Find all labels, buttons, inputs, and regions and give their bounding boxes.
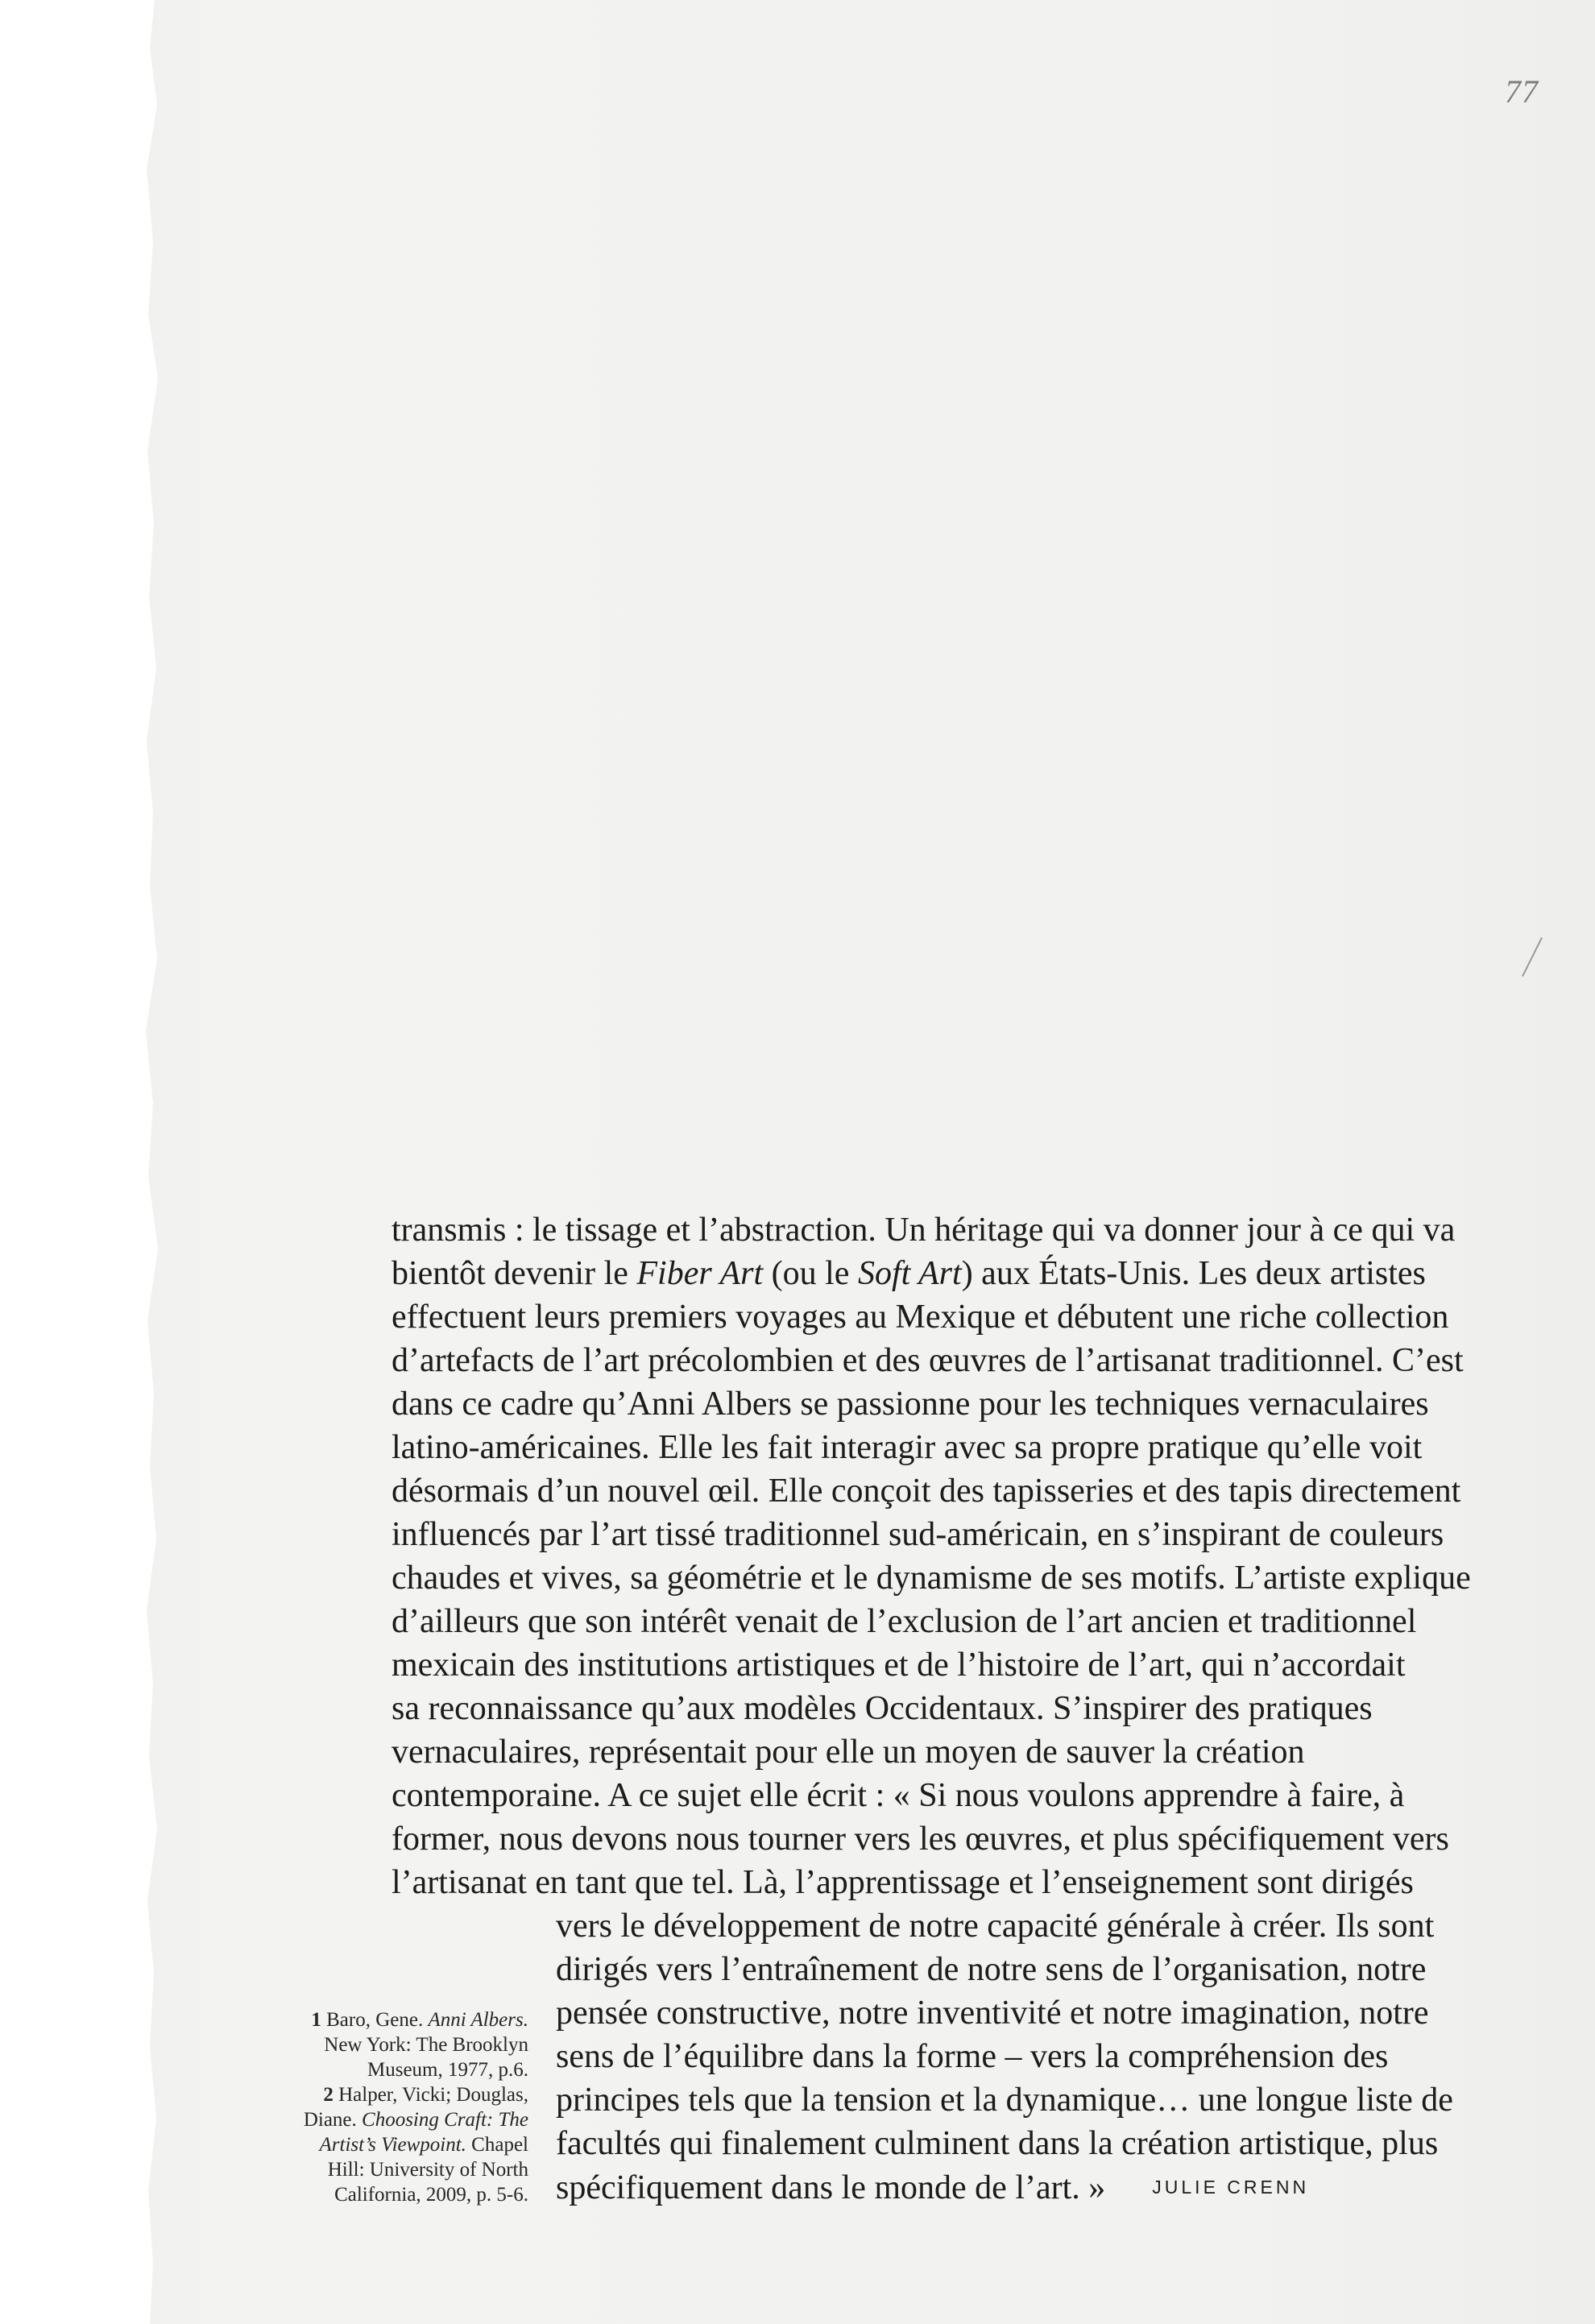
body-line: effectuent leurs premiers voyages au Mexique et débutent une riche collection (392, 1299, 1449, 1336)
footnote-line: Museum, 1977, p.6. (367, 2059, 528, 2081)
footnote-line (242, 2082, 528, 2107)
italic-title: Choosing Craft: The (362, 2109, 528, 2131)
body-line: d’ailleurs que son intérêt venait de l’exclusion de l’art ancien et traditionnel (392, 1603, 1417, 1640)
deckle-edge (0, 0, 165, 2324)
body-line: influencés par l’art tissé traditionnel sud-américain, en s’inspirant de couleurs (392, 1516, 1444, 1553)
body-line: pensée constructive, notre inventivité et notre imagination, notre (556, 1995, 1429, 2032)
italic-term: Fiber Art (636, 1255, 764, 1292)
body-line: désormais d’un nouvel œil. Elle conçoit des tapisseries et des tapis directement (392, 1473, 1461, 1510)
text-span: bientôt devenir le (392, 1255, 637, 1292)
footnote-line (242, 2132, 528, 2157)
text-span: (ou le (763, 1255, 858, 1292)
body-line: l’artisanat en tant que tel. Là, l’apprentissage et l’enseignement sont dirigés (392, 1864, 1414, 1901)
author-signature: JULIE CRENN (1152, 2177, 1310, 2198)
scan-background-edge (0, 0, 158, 2324)
body-line: vernaculaires, représentait pour elle un moyen de sauver la création (392, 1734, 1305, 1771)
text-span: spécifiquement dans le monde de l’art. » (556, 2169, 1106, 2206)
paper-mark (1514, 934, 1547, 983)
text-span: Baro, Gene. (321, 2009, 429, 2031)
footnote-line: New York: The Brooklyn (324, 2034, 528, 2056)
footnote-line: Hill: University of North (327, 2159, 528, 2181)
body-line: principes tels que la tension et la dynamique… une longue liste de (556, 2082, 1453, 2119)
body-line (392, 2165, 1535, 2209)
body-line: vers le développement de notre capacité générale à créer. Ils sont (556, 1908, 1435, 1945)
footnote-line: California, 2009, p. 5-6. (334, 2184, 528, 2206)
body-line (392, 1252, 1535, 1295)
body-line: dirigés vers l’entraînement de notre sens de l’organisation, notre (556, 1951, 1427, 1988)
italic-title: Anni Albers. (428, 2009, 528, 2031)
italic-title: Artist’s Viewpoint. (319, 2134, 466, 2156)
footnote-line (242, 2107, 528, 2132)
body-line: chaudes et vives, sa géométrie et le dynamisme de ses motifs. L’artiste explique (392, 1560, 1471, 1597)
text-span: Chapel (466, 2134, 528, 2156)
text-span: ) aux États-Unis. Les deux artistes (961, 1255, 1426, 1292)
footnotes (242, 2007, 528, 2207)
page-number: 77 (1505, 73, 1539, 110)
text-span: Diane. (303, 2109, 362, 2131)
body-line: mexicain des institutions artistiques et de l’histoire de l’art, qui n’accordait (392, 1647, 1406, 1684)
article-body (392, 1208, 1535, 2209)
body-line: contemporaine. A ce sujet elle écrit : « Si nous voulons apprendre à faire, à (392, 1777, 1405, 1814)
body-line: latino-américaines. Elle les fait interagir avec sa propre pratique qu’elle voit (392, 1429, 1423, 1466)
body-line: sens de l’équilibre dans la forme – vers la compréhension des (556, 2038, 1389, 2075)
footnote-number: 2 (323, 2084, 334, 2106)
footnote-number: 1 (311, 2009, 321, 2031)
italic-term: Soft Art (857, 1255, 962, 1292)
body-line: facultés qui finalement culminent dans la création artistique, plus (556, 2125, 1439, 2162)
body-line: sa reconnaissance qu’aux modèles Occidentaux. S’inspirer des pratiques (392, 1690, 1373, 1727)
text-span: Halper, Vicki; Douglas, (333, 2084, 528, 2106)
body-line: dans ce cadre qu’Anni Albers se passionne pour les techniques vernaculaires (392, 1386, 1429, 1423)
body-line: d’artefacts de l’art précolombien et des œuvres de l’artisanat traditionnel. C’est (392, 1342, 1464, 1379)
footnote-line (242, 2007, 528, 2032)
body-line: transmis : le tissage et l’abstraction. Un héritage qui va donner jour à ce qui va (392, 1212, 1456, 1249)
body-line: former, nous devons nous tourner vers les œuvres, et plus spécifiquement vers (392, 1821, 1449, 1858)
